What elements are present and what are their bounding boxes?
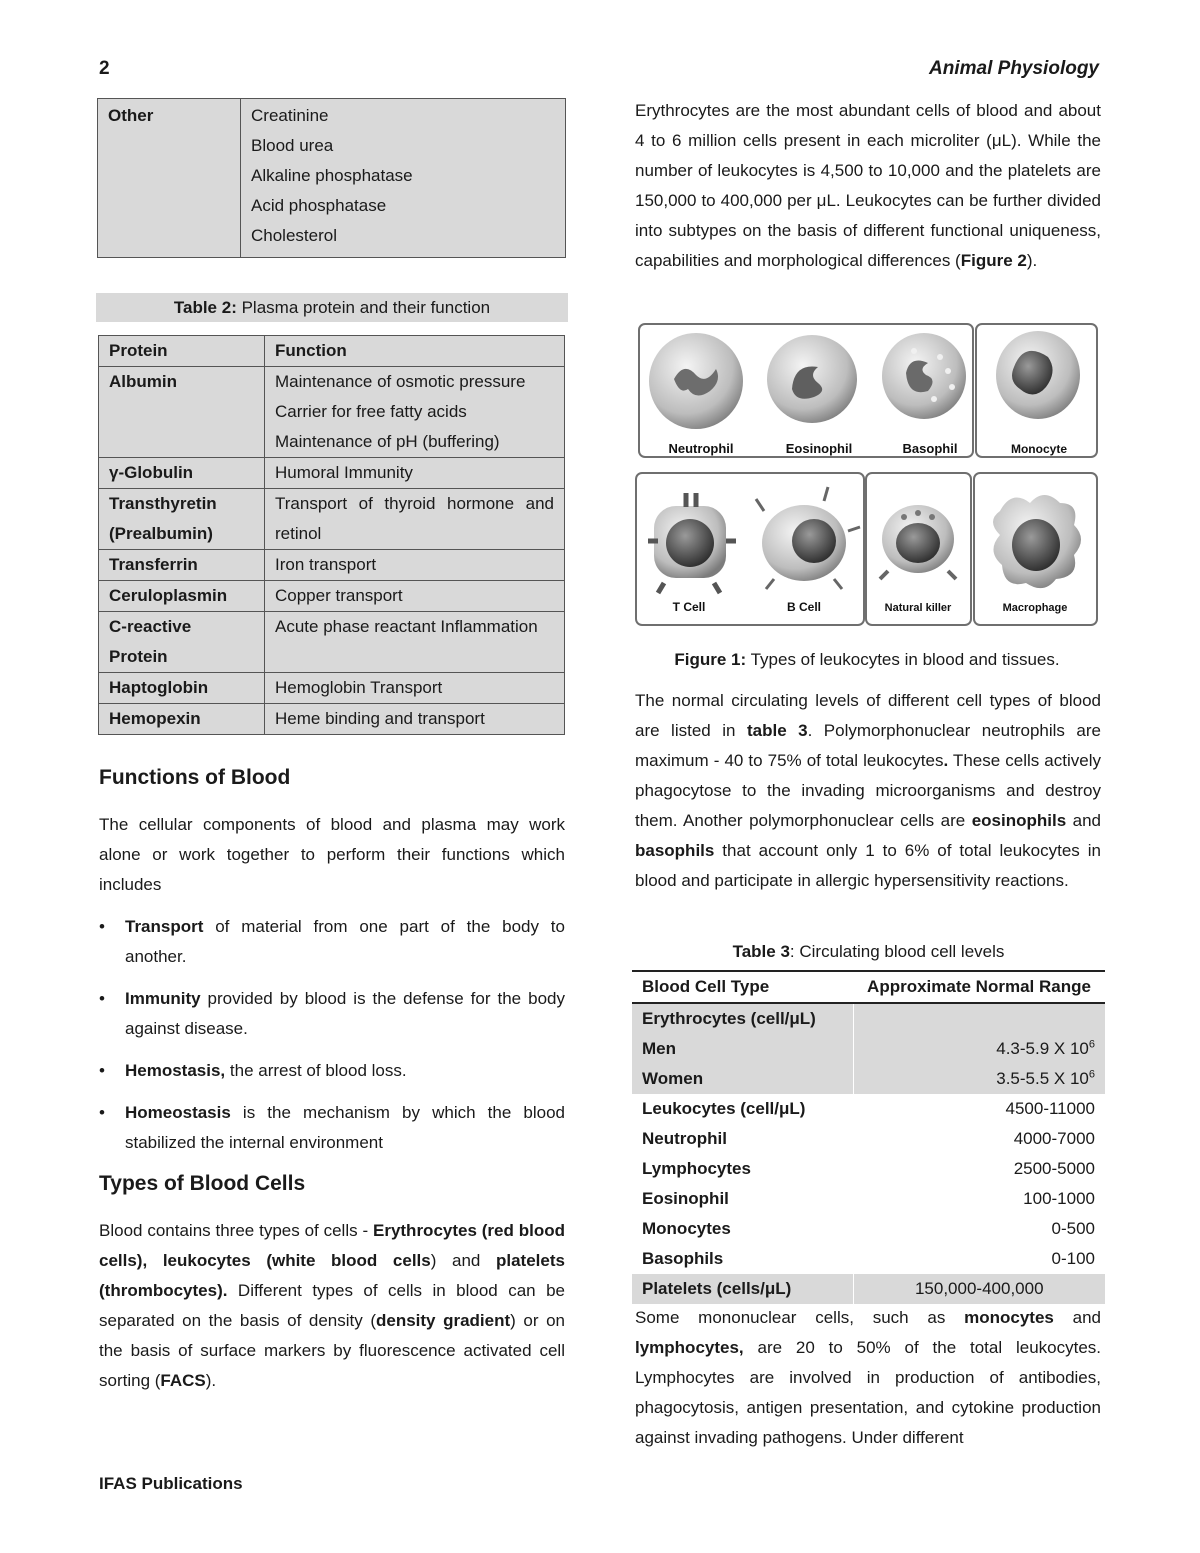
table-row: Monocytes 0-500 <box>642 1219 1095 1238</box>
table-row: C-reactive Protein Acute phase reactant Inflammation <box>99 612 565 673</box>
running-head: Animal Physiology <box>929 58 1099 79</box>
table-row: Erythrocytes (cell/μL) <box>632 1003 1105 1034</box>
table-row: Haptoglobin Hemoglobin Transport <box>99 673 565 704</box>
label-neutrophil: Neutrophil <box>668 441 734 456</box>
list-item: Blood urea <box>251 136 334 155</box>
footer-publisher: IFAS Publications <box>99 1474 243 1493</box>
table-circulating-levels <box>632 970 1105 1304</box>
basophil-cell <box>882 333 966 419</box>
table-other-label: Other <box>98 99 241 258</box>
right-intro-paragraph: Erythrocytes are the most abundant cells of blood and about 4 to 6 million cells present in each microliter (μL). While the number of leukocytes is 4,500 to 10,000 and the platelets are 150,000 to 400,000 per μL. Leukocytes can be further divided into subtypes on the basis of different functional uniqueness, capabilities and morphological differences (Figure 2). <box>635 101 1101 270</box>
heading-types-of-blood-cells: Types of Blood Cells <box>99 1172 306 1195</box>
types-paragraph: Blood contains three types of cells - Erythrocytes (red blood cells), leukocytes (white blood cells) and platelets (thrombocytes). Different types of cells in blood can be separated on the basis of density (density gradient) or on the basis of surface markers by fluorescence activated cell sorting (FACS). <box>99 1221 565 1390</box>
neutrophil-cell <box>649 333 743 429</box>
right-paragraph-3: Some mononuclear cells, such as monocytes and lymphocytes, are 20 to 50% of the total leukocytes. Lymphocytes are involved in production of antibodies, phagocytosis, antigen presentation, and cytokine production against invading pathogens. Under different <box>635 1308 1102 1447</box>
table-row: Women 3.5-5.5 X $10^6$ <box>632 1064 1105 1094</box>
label-basophil: Basophil <box>902 441 958 456</box>
page-number: 2 <box>99 58 110 79</box>
bullet-homeostasis: • Homeostasis is the mechanism by which the blood stabilized the internal environment <box>99 1098 565 1158</box>
functions-intro: The cellular components of blood and plasma may work alone or work together to perform their functions which includes <box>99 815 565 894</box>
list-item: Acid phosphatase <box>251 196 387 215</box>
table-row: Basophils 0-100 <box>642 1249 1095 1268</box>
bullet-transport: • Transport of material from one part of the body to another. <box>99 912 565 972</box>
monocyte-cell <box>996 331 1080 419</box>
label-macrophage: Macrophage <box>1002 602 1068 614</box>
list-item: Alkaline phosphatase <box>251 166 413 185</box>
table-row: Transthyretin (Prealbumin) Transport of thyroid hormone and retinol <box>99 489 565 550</box>
label-natural-killer: Natural killer <box>884 602 952 614</box>
label-t-cell: T Cell <box>672 600 706 614</box>
bullet-immunity: • Immunity provided by blood is the defense for the body against disease. <box>99 984 565 1044</box>
right-paragraph-2: The normal circulating levels of different cell types of blood are listed in table 3. Polymorphonuclear neutrophils are maximum - 40 to 75% of total leukocytes. These cells actively phagocytose to the invading microorganisms and destroy them. Another polymorphonuclear cells are eosinophils and basophils that account only 1 to 6% of total leukocytes in blood and participate in allergic hypersensitivity reactions. <box>635 691 1101 890</box>
label-b-cell: B Cell <box>786 600 822 614</box>
label-eosinophil: Eosinophil <box>785 441 853 456</box>
table-row: γ-Globulin Humoral Immunity <box>99 458 565 489</box>
figure1-caption: Figure 1: Types of leukocytes in blood and tissues. <box>674 650 1060 669</box>
table-row: Ceruloplasmin Copper transport <box>99 581 565 612</box>
list-item: Creatinine <box>251 106 329 125</box>
macrophage-cell <box>993 495 1081 588</box>
functions-bullet-list <box>99 912 565 1170</box>
table-row: Albumin Maintenance of osmotic pressure Carrier for free fatty acids Maintenance of pH (buffering) <box>99 367 565 458</box>
table-other-items <box>241 99 566 258</box>
table-row: Neutrophil 4000-7000 <box>642 1129 1095 1148</box>
table-row: Transferrin Iron transport <box>99 550 565 581</box>
eosinophil-cell <box>767 335 857 423</box>
table-row: Eosinophil 100-1000 <box>642 1189 1095 1208</box>
table-row: Men 4.3-5.9 X $10^6$ <box>632 1034 1105 1064</box>
table-row: Lymphocytes 2500-5000 <box>642 1159 1095 1178</box>
table3-caption: Table 3: Circulating blood cell levels <box>732 942 1005 961</box>
table-plasma-proteins <box>98 335 565 735</box>
col-function: Function <box>265 336 565 367</box>
list-item: Cholesterol <box>251 226 337 245</box>
bullet-hemostasis: • Hemostasis, the arrest of blood loss. <box>99 1056 565 1086</box>
table-header-row <box>99 336 565 367</box>
label-monocyte: Monocyte <box>1010 442 1068 456</box>
table2-caption: Table 2: Plasma protein and their function <box>96 293 568 322</box>
table-row: Leukocytes (cell/μL) 4500-11000 <box>642 1099 1095 1118</box>
table-row: Hemopexin Heme binding and transport <box>99 704 565 735</box>
heading-functions-of-blood: Functions of Blood <box>99 766 291 789</box>
table-header-row: Blood Cell Type Approximate Normal Range <box>632 971 1105 1003</box>
figure-leukocytes <box>634 321 1100 627</box>
table-other <box>97 98 566 258</box>
col-protein: Protein <box>99 336 265 367</box>
table-row: Platelets (cells/μL) 150,000-400,000 <box>632 1274 1105 1304</box>
